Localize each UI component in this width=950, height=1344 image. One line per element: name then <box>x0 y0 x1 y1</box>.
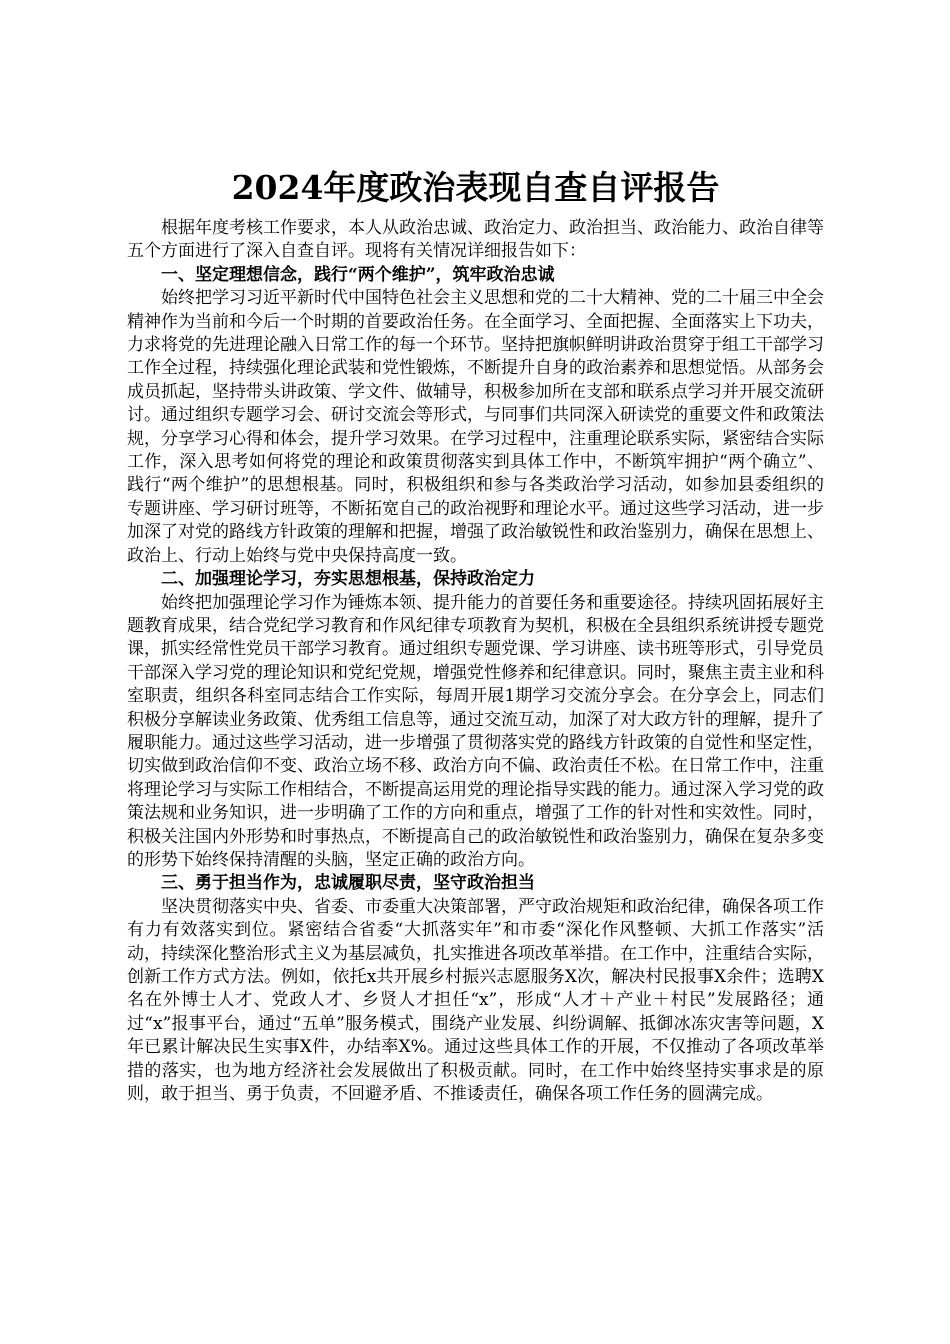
intro-paragraph: 根据年度考核工作要求，本人从政治忠诚、政治定力、政治担当、政治能力、政治自律等五个方面进行了深入自查自评。现将有关情况详细报告如下： <box>127 218 824 262</box>
section-heading: 三、勇于担当作为，忠诚履职尽责，坚守政治担当 <box>161 873 535 894</box>
section-2 <box>127 568 824 872</box>
section-heading: 一、坚定理想信念，践行“两个维护”，筑牢政治忠诚 <box>161 264 555 285</box>
section-3 <box>127 872 824 1106</box>
section-body: 坚决贯彻落实中央、省委、市委重大决策部署，严守政治规矩和政治纪律，确保各项工作有力有效落实到位。紧密结合省委“大抓落实年”和市委“深化作风整顿、大抓工作落实”活动，持续深化整治形式主义为基层减负，扎实推进各项改革举措。在工作中，注重结合实际，创新工作方式方法。例如，依托x共开展乡村振兴志愿服务X次，解决村民报事X余件；选聘X名在外博士人才、党政人才、乡贤人才担任“x”，形成“人才＋产业＋村民”发展路径；通过“x”报事平台，通过“五单”服务模式，围绕产业发展、纠纷调解、抵御冰冻灾害等问题，X年已累计解决民生实事X件，办结率X%。通过这些具体工作的开展，不仅推动了各项改革举措的落实，也为地方经济社会发展做出了积极贡献。同时，在工作中始终坚持实事求是的原则，敢于担当、勇于负责，不回避矛盾、不推诿责任，确保各项工作任务的圆满完成。 <box>127 896 824 1105</box>
document-page <box>127 165 824 1106</box>
page-title: 2024年度政治表现自查自评报告 <box>231 168 720 207</box>
section-heading: 二、加强理论学习，夯实思想根基，保持政治定力 <box>161 569 535 590</box>
section-body: 始终把学习习近平新时代中国特色社会主义思想和党的二十大精神、党的二十届三中全会精神作为当前和今后一个时期的首要政治任务。在全面学习、全面把握、全面落实上下功夫，力求将党的先进理论融入日常工作的每一个环节。坚持把旗帜鲜明讲政治贯穿于组工干部学习工作全过程，持续强化理论武装和党性锻炼，不断提升自身的政治素养和思想觉悟。从部务会成员抓起，坚持带头讲政策、学文件、做辅导，积极参加所在支部和联系点学习并开展交流研讨。通过组织专题学习会、研讨交流会等形式，与同事们共同深入研读党的重要文件和政策法规，分享学习心得和体会，提升学习效果。在学习过程中，注重理论联系实际，紧密结合实际工作，深入思考如何将党的理论和政策贯彻落实到具体工作中，不断筑牢拥护“两个确立”、践行“两个维护”的思想根基。同时，积极组织和参与各类政治学习活动，如参加县委组织的专题讲座、学习研讨班等，不断拓宽自己的政治视野和理论水平。通过这些学习活动，进一步加深了对党的路线方针政策的理解和把握，增强了政治敏锐性和政治鉴别力，确保在思想上、政治上、行动上始终与党中央保持高度一致。 <box>127 288 824 566</box>
section-1 <box>127 264 824 568</box>
section-body: 始终把加强理论学习作为锤炼本领、提升能力的首要任务和重要途径。持续巩固拓展好主题教育成果，结合党纪学习教育和作风纪律专项教育为契机，积极在全县组织系统讲授专题党课，抓实经常性党员干部学习教育。通过组织专题党课、学习讲座、读书班等形式，引导党员干部深入学习党的理论知识和党纪党规，增强党性修养和纪律意识。同时，聚焦主责主业和科室职责，组织各科室同志结合工作实际，每周开展1期学习交流分享会。在分享会上，同志们积极分享解读业务政策、优秀组工信息等，通过交流互动，加深了对大政方针的理解，提升了履职能力。通过这些学习活动，进一步增强了贯彻落实党的路线方针政策的自觉性和坚定性，切实做到政治信仰不变、政治立场不移、政治方向不偏、政治责任不松。在日常工作中，注重将理论学习与实际工作相结合，不断提高运用党的理论指导实践的能力。通过深入学习党的政策法规和业务知识，进一步明确了工作的方向和重点，增强了工作的针对性和实效性。同时，积极关注国内外形势和时事热点，不断提高自己的政治敏锐性和政治鉴别力，确保在复杂多变的形势下始终保持清醒的头脑，坚定正确的政治方向。 <box>127 592 824 870</box>
